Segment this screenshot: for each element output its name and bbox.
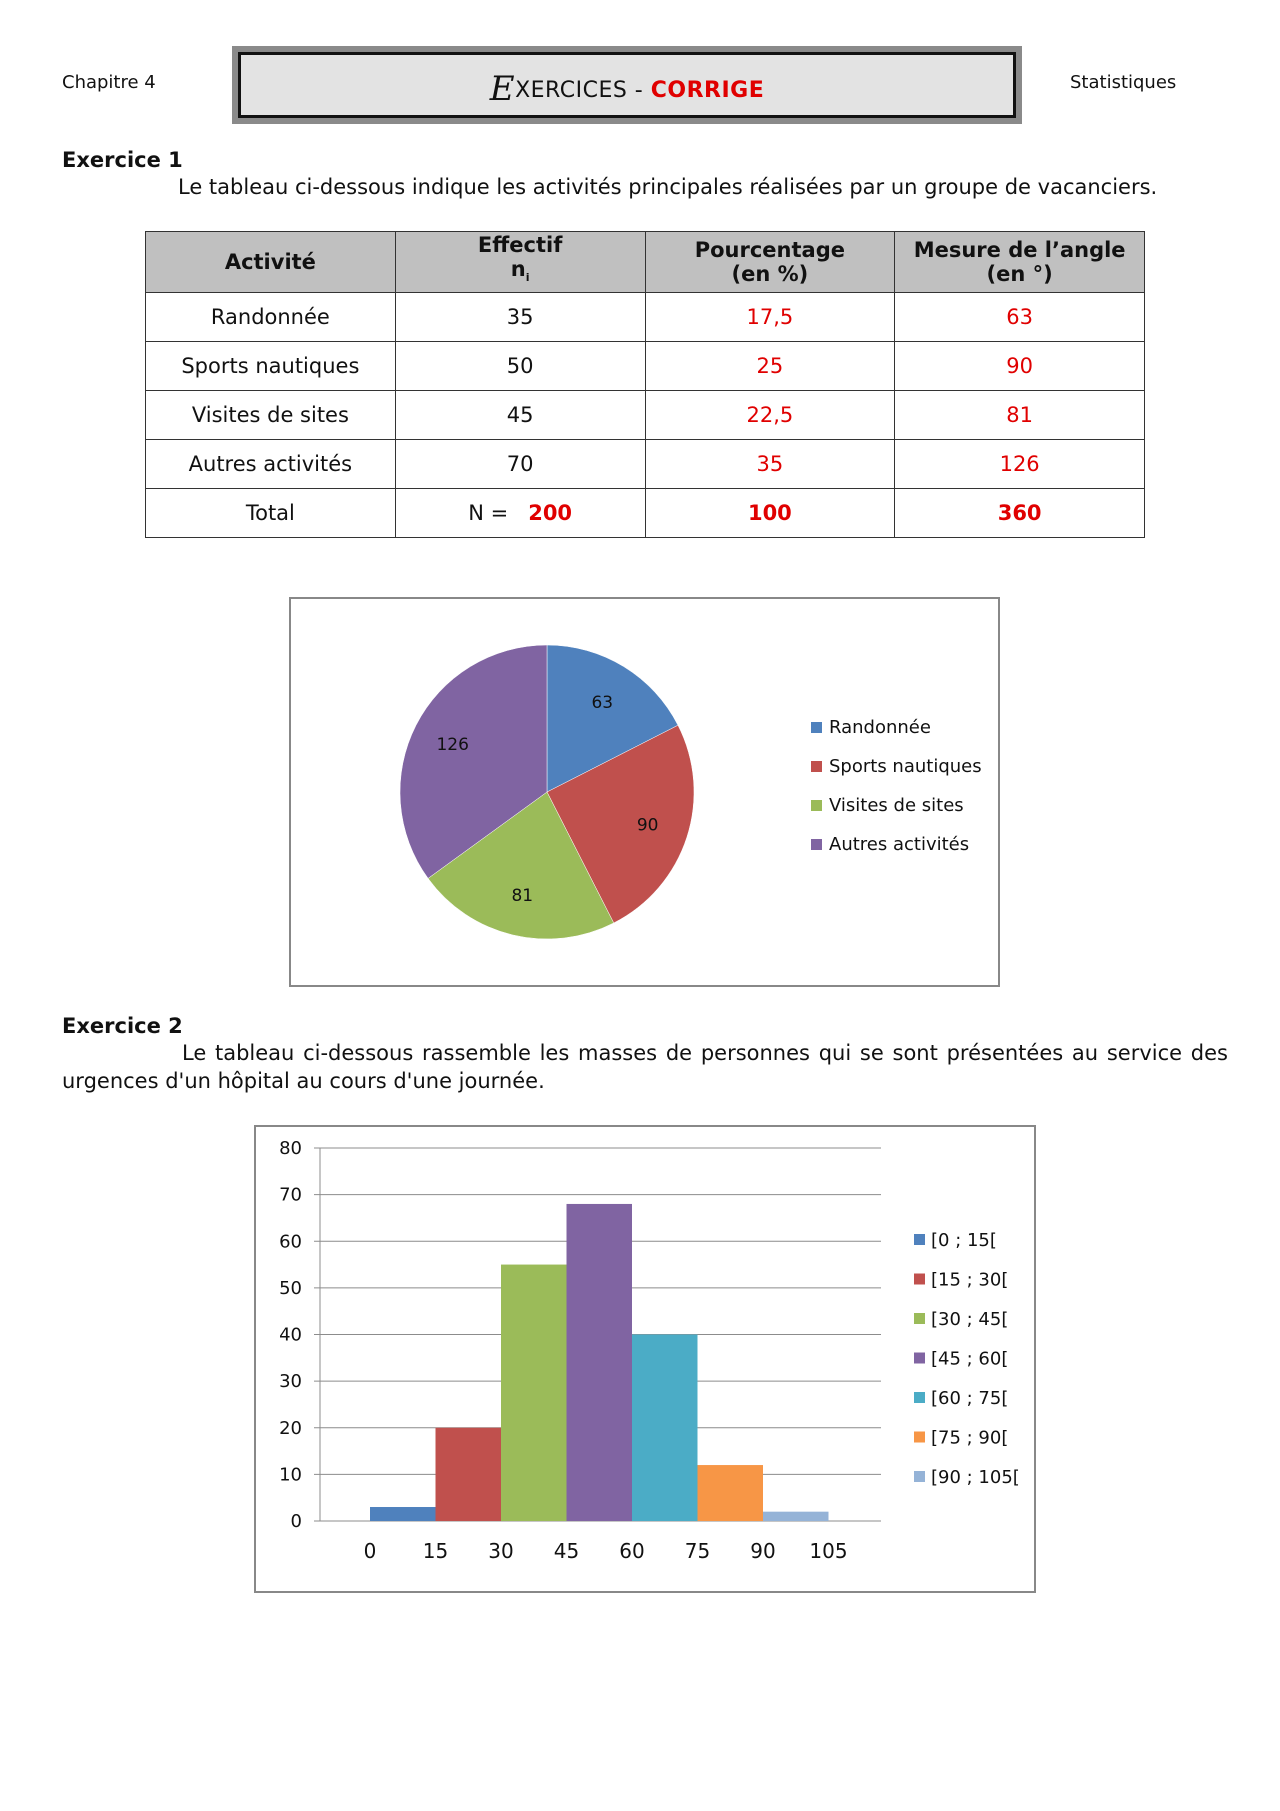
legend-label: [45 ; 60[ <box>931 1348 1009 1370</box>
x-tick-label: 105 <box>809 1539 848 1563</box>
histogram-bar-4 <box>567 1204 633 1521</box>
exercise1-title: Exercice 1 <box>62 148 183 172</box>
y-tick-label: 0 <box>290 1511 302 1532</box>
y-tick-label: 40 <box>279 1324 302 1346</box>
table-row <box>146 440 1145 489</box>
x-tick-label: 45 <box>553 1539 580 1563</box>
table-row <box>146 391 1145 440</box>
legend-swatch <box>914 1313 925 1324</box>
x-tick-label: 60 <box>619 1539 645 1563</box>
title-banner <box>232 46 1022 124</box>
exercise2-title: Exercice 2 <box>62 1014 183 1038</box>
legend-label: [30 ; 45[ <box>931 1309 1009 1330</box>
pie-chart-frame <box>289 597 1000 987</box>
title-rest: XERCICES - <box>515 78 651 103</box>
cell-activity: Autres activités <box>146 440 396 489</box>
legend-label: [0 ; 15[ <box>931 1230 997 1251</box>
cell-percent: 22,5 <box>645 391 895 440</box>
col-percent <box>645 232 895 293</box>
y-tick-label: 30 <box>279 1371 302 1393</box>
col-angle <box>895 232 1145 293</box>
col-percent-l2: (en %) <box>731 262 809 286</box>
x-tick-label: 90 <box>750 1539 776 1563</box>
x-tick-label: 15 <box>422 1539 449 1563</box>
legend-label: [15 ; 30[ <box>931 1269 1009 1291</box>
col-effectif-sub: i <box>525 271 530 285</box>
cell-effectif: 50 <box>395 342 645 391</box>
table-row <box>146 342 1145 391</box>
cell-total-label: Total <box>146 489 396 538</box>
exercise1-text: Le tableau ci-dessous indique les activités principales réalisées par un groupe de vacanciers. <box>178 175 1158 199</box>
y-tick-label: 60 <box>279 1231 302 1253</box>
legend-swatch <box>811 839 822 850</box>
legend-label: Autres activités <box>829 834 970 855</box>
legend-label: [75 ; 90[ <box>931 1427 1009 1449</box>
table-total-row <box>146 489 1145 538</box>
x-tick-label: 75 <box>684 1539 711 1563</box>
pie-data-label: 81 <box>511 885 534 906</box>
y-tick-label: 50 <box>279 1277 302 1299</box>
total-n-prefix: N = <box>468 501 509 525</box>
title-corrige: CORRIGE <box>650 78 765 103</box>
table-row <box>146 293 1145 342</box>
pie-data-label: 63 <box>591 692 614 713</box>
col-angle-l2: (en °) <box>986 262 1053 286</box>
cell-effectif: 35 <box>395 293 645 342</box>
cell-angle: 126 <box>895 440 1145 489</box>
y-tick-label: 10 <box>279 1464 302 1486</box>
legend-swatch <box>811 800 822 811</box>
legend-swatch <box>914 1234 925 1245</box>
cell-total-angle: 360 <box>895 489 1145 538</box>
legend-label: Sports nautiques <box>829 756 982 777</box>
legend-label: [90 ; 105[ <box>931 1467 1020 1488</box>
cell-angle: 90 <box>895 342 1145 391</box>
cell-activity: Sports nautiques <box>146 342 396 391</box>
activities-table <box>145 231 1145 538</box>
y-tick-label: 20 <box>279 1417 302 1439</box>
legend-label: Randonnée <box>829 717 931 738</box>
table-header-row <box>146 232 1145 293</box>
col-effectif-l2: n <box>510 257 526 282</box>
legend-swatch <box>914 1274 925 1285</box>
cell-effectif: 70 <box>395 440 645 489</box>
histogram-bar-3 <box>501 1265 567 1521</box>
col-angle-l1: Mesure de l’angle <box>913 238 1126 262</box>
y-tick-label: 80 <box>279 1138 302 1159</box>
legend-label: Visites de sites <box>829 795 964 816</box>
cell-percent: 17,5 <box>645 293 895 342</box>
pie-data-label: 90 <box>636 815 659 836</box>
cell-percent: 35 <box>645 440 895 489</box>
legend-swatch <box>914 1392 925 1403</box>
col-percent-l1: Pourcentage <box>694 238 845 262</box>
cell-percent: 25 <box>645 342 895 391</box>
col-effectif <box>395 232 645 293</box>
cell-effectif: 45 <box>395 391 645 440</box>
legend-swatch <box>914 1432 925 1443</box>
pie-chart <box>291 599 998 985</box>
subject-label: Statistiques <box>1070 72 1177 93</box>
cell-total-effectif <box>395 489 645 538</box>
legend-swatch <box>811 761 822 772</box>
page-title <box>241 69 1013 109</box>
histogram-frame <box>254 1125 1036 1593</box>
histogram-bar-2 <box>436 1428 502 1521</box>
histogram-bar-7 <box>763 1512 829 1521</box>
cell-angle: 81 <box>895 391 1145 440</box>
title-initial: E <box>489 69 516 109</box>
histogram-chart <box>256 1127 1034 1591</box>
x-tick-label: 0 <box>363 1539 377 1563</box>
cell-angle: 63 <box>895 293 1145 342</box>
histogram-bar-1 <box>370 1507 436 1521</box>
chapter-label: Chapitre 4 <box>62 72 156 93</box>
legend-label: [60 ; 75[ <box>931 1388 1009 1409</box>
histogram-bar-6 <box>698 1465 764 1521</box>
histogram-bar-5 <box>632 1335 698 1522</box>
x-tick-label: 30 <box>488 1539 514 1563</box>
cell-total-percent: 100 <box>645 489 895 538</box>
legend-swatch <box>914 1471 925 1482</box>
y-tick-label: 70 <box>279 1184 302 1206</box>
total-n-value: 200 <box>528 501 573 525</box>
legend-swatch <box>811 722 822 733</box>
col-activity: Activité <box>146 232 396 293</box>
cell-activity: Visites de sites <box>146 391 396 440</box>
cell-activity: Randonnée <box>146 293 396 342</box>
exercise2-text: Le tableau ci-dessous rassemble les masses de personnes qui se sont présentées au service des urgences d'un hôpital au cours d'une journée. <box>62 1041 1228 1093</box>
legend-swatch <box>914 1353 925 1364</box>
col-effectif-l1: Effectif <box>477 233 563 258</box>
pie-data-label: 126 <box>436 734 469 755</box>
